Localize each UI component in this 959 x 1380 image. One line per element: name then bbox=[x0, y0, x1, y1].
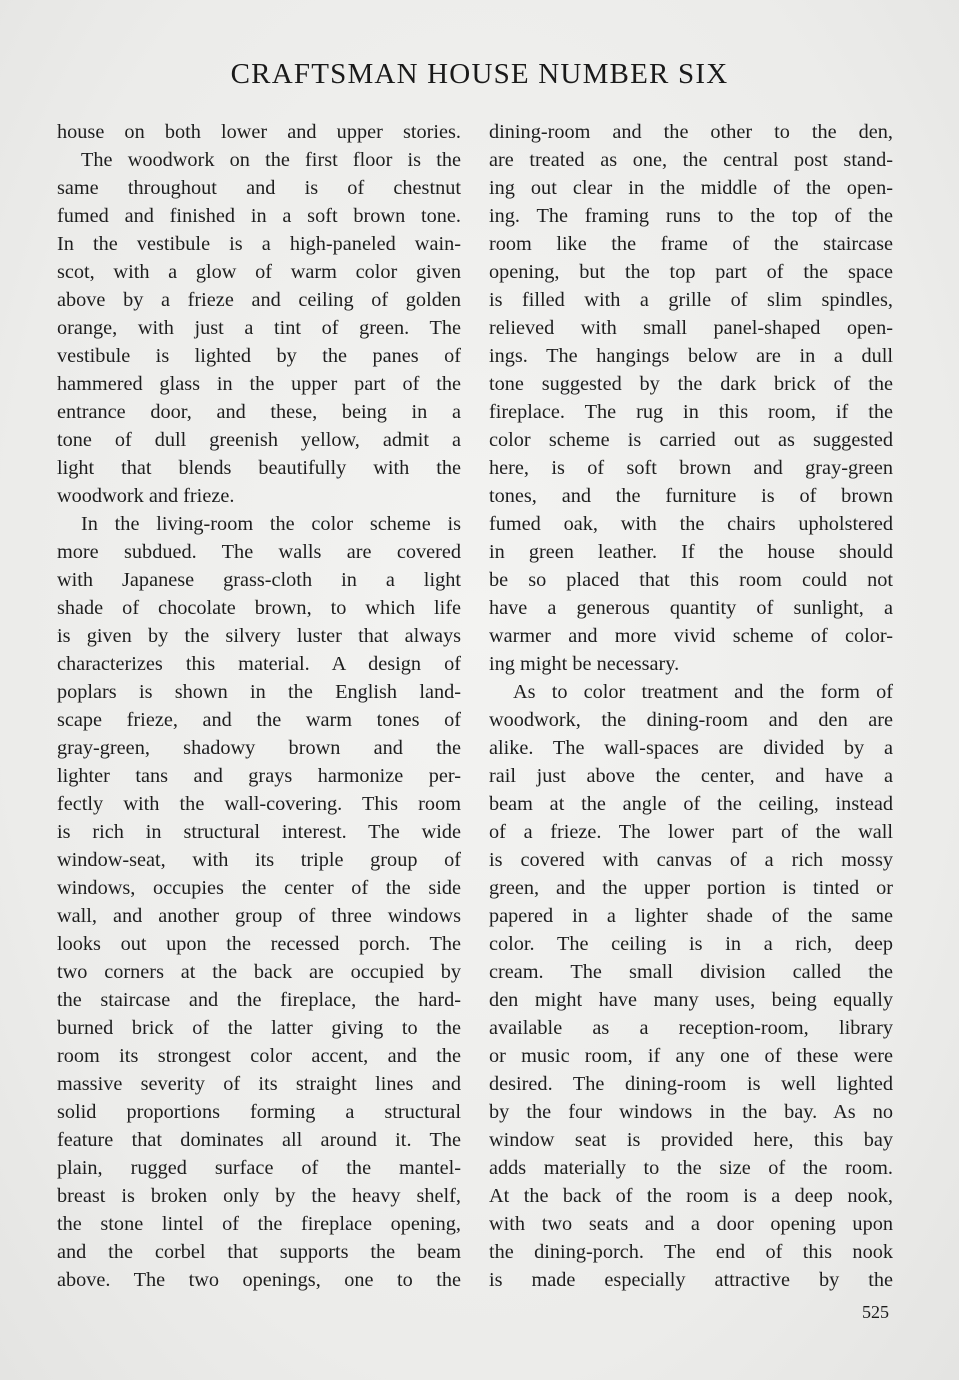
text-line: with Japanese grass-cloth in a light bbox=[57, 569, 461, 591]
page-number: 525 bbox=[862, 1302, 889, 1322]
text-line: dining-room and the other to the den, bbox=[489, 121, 893, 143]
text-line: above by a frieze and ceiling of golden bbox=[57, 289, 461, 311]
text-line: warmer and more vivid scheme of color- bbox=[489, 625, 893, 647]
text-line: vestibule is lighted by the panes of bbox=[57, 345, 461, 367]
text-line: is rich in structural interest. The wide bbox=[57, 821, 461, 843]
text-line: breast is broken only by the heavy shelf, bbox=[57, 1185, 461, 1207]
text-line: beam at the angle of the ceiling, instead bbox=[489, 793, 893, 815]
text-line: burned brick of the latter giving to the bbox=[57, 1017, 461, 1039]
text-line: entrance door, and these, being in a bbox=[57, 401, 461, 423]
text-line: poplars is shown in the English land- bbox=[57, 681, 461, 703]
text-line: the dining-porch. The end of this nook bbox=[489, 1241, 893, 1263]
text-line: tone suggested by the dark brick of the bbox=[489, 373, 893, 395]
text-line: adds materially to the size of the room. bbox=[489, 1157, 893, 1179]
text-line: feature that dominates all around it. The bbox=[57, 1129, 461, 1151]
text-line: shade of chocolate brown, to which life bbox=[57, 597, 461, 619]
text-line: scot, with a glow of warm color given bbox=[57, 261, 461, 283]
text-line: ing. The framing runs to the top of the bbox=[489, 205, 893, 227]
text-line: of a frieze. The lower part of the wall bbox=[489, 821, 893, 843]
text-line: The woodwork on the first floor is the bbox=[81, 149, 461, 171]
text-line: fireplace. The rug in this room, if the bbox=[489, 401, 893, 423]
text-line: color. The ceiling is in a rich, deep bbox=[489, 933, 893, 955]
text-line: hammered glass in the upper part of the bbox=[57, 373, 461, 395]
text-line: more subdued. The walls are covered bbox=[57, 541, 461, 563]
text-line: plain, rugged surface of the mantel- bbox=[57, 1157, 461, 1179]
text-line: above. The two openings, one to the bbox=[57, 1269, 461, 1291]
text-line: two corners at the back are occupied by bbox=[57, 961, 461, 983]
text-line: room its strongest color accent, and the bbox=[57, 1045, 461, 1067]
text-line: gray-green, shadowy brown and the bbox=[57, 737, 461, 759]
text-line: ings. The hangings below are in a dull bbox=[489, 345, 893, 367]
text-line: window-seat, with its triple group of bbox=[57, 849, 461, 871]
text-line: is filled with a grille of slim spindles, bbox=[489, 289, 893, 311]
text-line: fectly with the wall-covering. This room bbox=[57, 793, 461, 815]
text-line: ing out clear in the middle of the open- bbox=[489, 177, 893, 199]
text-line: At the back of the room is a deep nook, bbox=[489, 1185, 893, 1207]
text-line: rail just above the center, and have a bbox=[489, 765, 893, 787]
text-line: in green leather. If the house should bbox=[489, 541, 893, 563]
text-line: windows, occupies the center of the side bbox=[57, 877, 461, 899]
text-line: same throughout and is of chestnut bbox=[57, 177, 461, 199]
right-text-column bbox=[489, 118, 893, 1294]
text-line: wall, and another group of three windows bbox=[57, 905, 461, 927]
text-line: window seat is provided here, this bay bbox=[489, 1129, 893, 1151]
text-line: den might have many uses, being equally bbox=[489, 989, 893, 1011]
text-line: lighter tans and grays harmonize per- bbox=[57, 765, 461, 787]
text-line: looks out upon the recessed porch. The bbox=[57, 933, 461, 955]
text-line: light that blends beautifully with the bbox=[57, 457, 461, 479]
text-line: characterizes this material. A design of bbox=[57, 653, 461, 675]
text-line: is covered with canvas of a rich mossy bbox=[489, 849, 893, 871]
text-line: desired. The dining-room is well lighted bbox=[489, 1073, 893, 1095]
text-line: with two seats and a door opening upon bbox=[489, 1213, 893, 1235]
text-line: fumed oak, with the chairs upholstered bbox=[489, 513, 893, 535]
text-line: be so placed that this room could not bbox=[489, 569, 893, 591]
text-line: papered in a lighter shade of the same bbox=[489, 905, 893, 927]
text-line: color scheme is carried out as suggested bbox=[489, 429, 893, 451]
text-line: fumed and finished in a soft brown tone. bbox=[57, 205, 461, 227]
left-text-column bbox=[57, 118, 461, 1294]
text-line: or music room, if any one of these were bbox=[489, 1045, 893, 1067]
text-line: ing might be necessary. bbox=[489, 653, 680, 675]
text-line: and the corbel that supports the beam bbox=[57, 1241, 461, 1263]
text-line: woodwork, the dining-room and den are bbox=[489, 709, 893, 731]
text-line: relieved with small panel-shaped open- bbox=[489, 317, 893, 339]
text-line: As to color treatment and the form of bbox=[513, 681, 893, 703]
text-line: available as a reception-room, library bbox=[489, 1017, 893, 1039]
text-line: In the vestibule is a high-paneled wain- bbox=[57, 233, 461, 255]
text-line: room like the frame of the staircase bbox=[489, 233, 893, 255]
text-line: the stone lintel of the fireplace opening, bbox=[57, 1213, 461, 1235]
text-line: tones, and the furniture is of brown bbox=[489, 485, 893, 507]
text-line: green, and the upper portion is tinted or bbox=[489, 877, 893, 899]
text-line: is made especially attractive by the bbox=[489, 1269, 893, 1291]
text-line: have a generous quantity of sunlight, a bbox=[489, 597, 893, 619]
text-line: scape frieze, and the warm tones of bbox=[57, 709, 461, 731]
text-line: is given by the silvery luster that always bbox=[57, 625, 461, 647]
text-line: are treated as one, the central post stand- bbox=[489, 149, 893, 171]
text-line: solid proportions forming a structural bbox=[57, 1101, 461, 1123]
running-head: CRAFTSMAN HOUSE NUMBER SIX bbox=[230, 58, 729, 90]
text-line: here, is of soft brown and gray-green bbox=[489, 457, 893, 479]
text-line: woodwork and frieze. bbox=[57, 485, 235, 507]
text-line: tone of dull greenish yellow, admit a bbox=[57, 429, 461, 451]
text-line: alike. The wall-spaces are divided by a bbox=[489, 737, 893, 759]
text-line: opening, but the top part of the space bbox=[489, 261, 893, 283]
text-line: by the four windows in the bay. As no bbox=[489, 1101, 893, 1123]
text-line: In the living-room the color scheme is bbox=[81, 513, 461, 535]
text-line: cream. The small division called the bbox=[489, 961, 893, 983]
text-line: the staircase and the fireplace, the hard- bbox=[57, 989, 461, 1011]
text-line: house on both lower and upper stories. bbox=[57, 121, 461, 143]
text-line: massive severity of its straight lines and bbox=[57, 1073, 461, 1095]
text-line: orange, with just a tint of green. The bbox=[57, 317, 461, 339]
